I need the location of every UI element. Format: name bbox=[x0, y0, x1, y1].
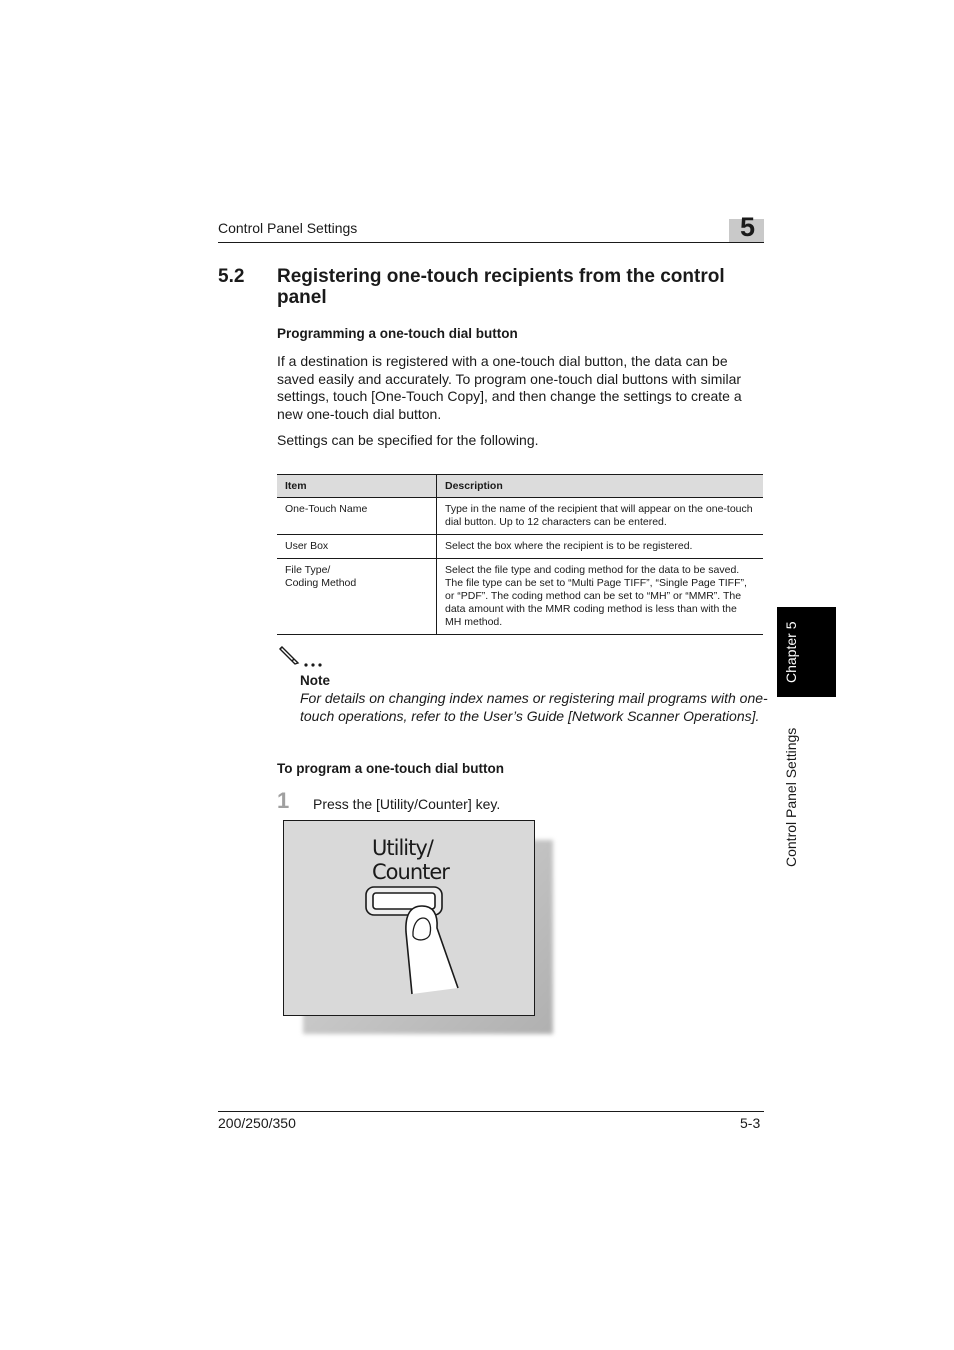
footer-rule bbox=[218, 1111, 764, 1112]
key-label-line1: Utility/ bbox=[372, 836, 433, 860]
subheading-procedure: To program a one-touch dial button bbox=[277, 761, 504, 776]
running-header: Control Panel Settings bbox=[218, 220, 358, 236]
table-row bbox=[277, 535, 763, 559]
table-cell-description: Select the file type and coding method for the data to be saved. The file type can be set to “Multi Page TIFF”, “Single Page TIFF”, or “PDF”. The coding method can be set to “MH” or “MMR”. The data amount with the MMR coding method is less than with the MH method. bbox=[437, 559, 764, 635]
finger-pressing-key-icon bbox=[364, 884, 464, 1001]
table-header-item: Item bbox=[277, 475, 437, 498]
utility-counter-key-label bbox=[372, 836, 449, 884]
header-rule bbox=[218, 242, 764, 243]
table-cell-item: One-Touch Name bbox=[277, 498, 437, 535]
section-title: Registering one-touch recipients from the control panel bbox=[277, 266, 725, 308]
subheading-programming: Programming a one-touch dial button bbox=[277, 326, 518, 341]
table-cell-item-line2: Coding Method bbox=[285, 577, 357, 589]
chapter-number: 5 bbox=[740, 212, 756, 242]
table-cell-item: User Box bbox=[277, 535, 437, 559]
footer-page-number: 5-3 bbox=[740, 1115, 761, 1131]
settings-table bbox=[277, 474, 763, 635]
footer-model: 200/250/350 bbox=[218, 1115, 296, 1131]
side-tab-section-label: Control Panel Settings bbox=[783, 727, 799, 867]
pencil-note-icon bbox=[279, 644, 327, 675]
table-cell-item-line1: File Type/ bbox=[285, 564, 331, 576]
key-label-line2: Counter bbox=[372, 860, 449, 884]
section-number: 5.2 bbox=[218, 266, 245, 287]
step-number: 1 bbox=[277, 788, 290, 813]
note-text: For details on changing index names or registering mail programs with one-touch operations, refer to the User’s Guide [Network Scanner Operations]. bbox=[300, 690, 768, 724]
table-header-row bbox=[277, 475, 763, 498]
table-cell-description: Select the box where the recipient is to be registered. bbox=[437, 535, 764, 559]
table-row bbox=[277, 559, 763, 635]
note-label: Note bbox=[300, 673, 330, 688]
intro-paragraph: If a destination is registered with a one-touch dial button, the data can be saved easily and accurately. To program one-touch dial buttons with similar settings, touch [One-Touch Copy], and then change the settings to create a new one-touch dial button. bbox=[277, 353, 742, 422]
table-row bbox=[277, 498, 763, 535]
settings-intro-paragraph: Settings can be specified for the following. bbox=[277, 432, 539, 448]
table-header-description: Description bbox=[437, 475, 764, 498]
step-text: Press the [Utility/Counter] key. bbox=[313, 796, 501, 812]
side-tab-chapter-label: Chapter 5 bbox=[783, 621, 799, 683]
table-cell-item bbox=[277, 559, 437, 635]
table-cell-description: Type in the name of the recipient that will appear on the one-touch dial button. Up to 12 characters can be entered. bbox=[437, 498, 764, 535]
